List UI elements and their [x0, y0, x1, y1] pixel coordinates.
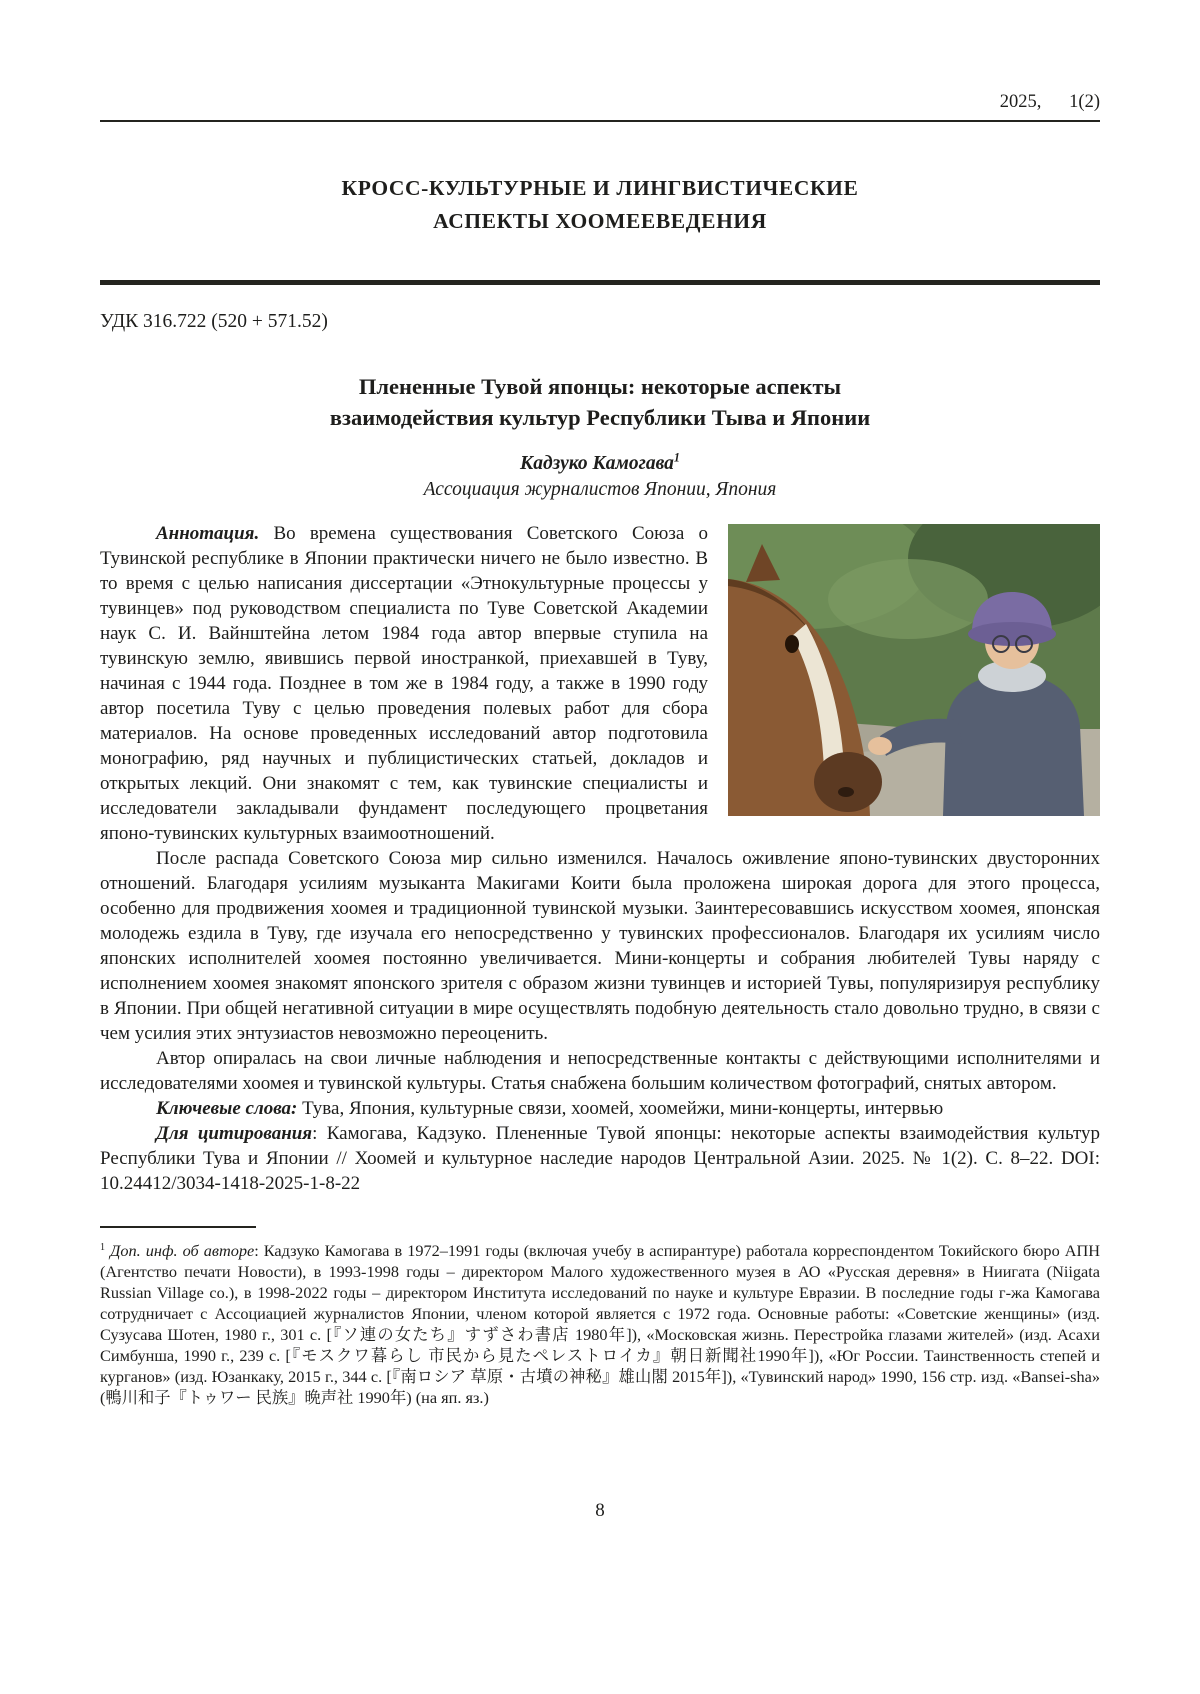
author-line: [100, 451, 1100, 477]
photo-illustration: [728, 524, 1100, 816]
thick-divider-rule: [100, 280, 1100, 285]
footnote-mark: 1: [100, 1241, 106, 1253]
citation-label: Для цитирования: [156, 1123, 313, 1144]
section-title-line2: АСПЕКТЫ ХООМЕЕВЕДЕНИЯ: [433, 209, 767, 233]
footnote: [100, 1240, 1100, 1408]
page-header: [100, 92, 1100, 122]
body-paragraph-1: После распада Советского Союза мир сильно изменился. Началось оживление японо-тувинских двусторонних отношений. Благодаря усилиям музыканта Макигами Коити была проложена широкая дорога для этого процесса, особенно для продвижения хоомея и традиционной тувинской музыки. Заинтересовавшись искусством хоомея, японская молодежь ездила в Туву, где изучала его непосредственно у тувинских профессионалов. Благодаря их усилиям число японских исполнителей хоомея постоянно увеличивается. Мини-концерты и собрания любителей Тувы наряду с исполнением хоомея знакомят японского зрителя с образом жизни тувинцев и историей Тувы, популяризируя республику в Японии. При общей негативной ситуации в мире осуществлять подобную деятельность стало довольно трудно, в связи с чем усилия этих энтузиастов невозможно переоценить.: [100, 848, 1100, 1044]
udk-code: УДК 316.722 (520 + 571.52): [100, 311, 328, 332]
section-title: [100, 172, 1100, 238]
abstract-paragraph: [100, 521, 1100, 846]
photo-author-with-horse: [728, 524, 1100, 816]
keywords-paragraph: [100, 1096, 1100, 1121]
page-number: 8: [595, 1500, 605, 1521]
author-footnote-mark: 1: [673, 450, 680, 465]
citation-paragraph: [100, 1121, 1100, 1196]
article-title: [100, 371, 1100, 433]
abstract-text: Во времена существования Советского Союза о Тувинской республике в Японии практически ничего не было известно. В то время с целью написания диссертации «Этнокультурные процессы у тувинцев» под руководством специалиста по Туве Советской Академии наук С. И. Вайнштейна летом 1984 года автор впервые ступила на тувинскую землю, явившись первой иностранкой, приехавшей в Туву, начиная с 1944 года. Позднее в том же в 1984 году, а также в 1990 году автор посетила Туву с целью проведения полевых работ для сбора материалов. На основе проведенных исследований автор подготовила монографию, ряд научных и публицистических статьей, докладов и открытых лекций. Они знакомят с тем, как тувинские специалисты и исследователи закладывали фундамент последующего процветания японо-тувинских культурных взаимоотношений.: [100, 523, 708, 844]
footnote-text: : Кадзуко Камогава в 1972–1991 годы (включая учебу в аспирантуре) работала корреспондентом Токийского бюро АПН (Агентство печати Новости), в 1993-1998 годы – директором Малого художественного музея в АО «Русская деревня» в Ниигата (Niigata Russian Village co.), в 1998-2022 годы – директором Института исследований по науке и культуре Евразии. В последние годы г-жа Камогава сотрудничает с Ассоциацией журналистов Японии, членом которой является с 1972 года. Основные работы: «Советские женщины» (изд. Сузусава Шотен, 1980 г., 301 с. [『ソ連の女たち』すずさわ書店 1980年]), «Московская жизнь. Перестройка глазами жителей» (изд. Асахи Симбунша, 1990 г., 239 с. [『モスクワ暮らし 市民から見たペレストロイカ』朝日新聞社1990年]), «Юг России. Таинственность степей и курганов» (изд. Юзанкаку, 2015 г., 344 с. [『南ロシア 草原・古墳の神秘』雄山閣 2015年]), «Тувинский народ» 1990, 156 стр. изд. «Bansei-sha» (鴨川和子『トゥワー 民族』晩声社 1990年) (на яп. яз.): [100, 1241, 1100, 1407]
footnote-separator-rule: [100, 1226, 256, 1228]
author-affiliation: Ассоциация журналистов Японии, Япония: [423, 479, 777, 500]
section-title-line1: КРОСС-КУЛЬТУРНЫЕ И ЛИНГВИСТИЧЕСКИЕ: [341, 176, 859, 200]
author-name: Кадзуко Камогава: [520, 453, 674, 474]
article-title-line2: взаимодействия культур Республики Тыва и Японии: [329, 405, 871, 430]
article-body: [100, 521, 1100, 1196]
abstract-label: Аннотация.: [156, 523, 260, 544]
article-title-line1: Плененные Тувой японцы: некоторые аспекты: [358, 374, 842, 399]
body-paragraph-2: Автор опиралась на свои личные наблюдения и непосредственные контакты с действующими исполнителями и исследователями хоомея и тувинской культуры. Статья снабжена большим количеством фотографий, снятых автором.: [100, 1048, 1100, 1094]
footnote-label: Доп. инф. об авторе: [110, 1241, 255, 1260]
issue-info: 2025, 1(2): [999, 92, 1100, 112]
keywords-text: Тува, Япония, культурные связи, хоомей, хоомейжи, мини-концерты, интервью: [297, 1098, 944, 1119]
keywords-label: Ключевые слова:: [156, 1098, 298, 1119]
citation-text: : Камогава, Кадзуко. Плененные Тувой японцы: некоторые аспекты взаимодействия культур Республики Тува и Японии // Хоомей и культурное наследие народов Центральной Азии. 2025. № 1(2). С. 8–22. DOI: 10.24412/3034-1418-2025-1-8-22: [100, 1123, 1100, 1194]
